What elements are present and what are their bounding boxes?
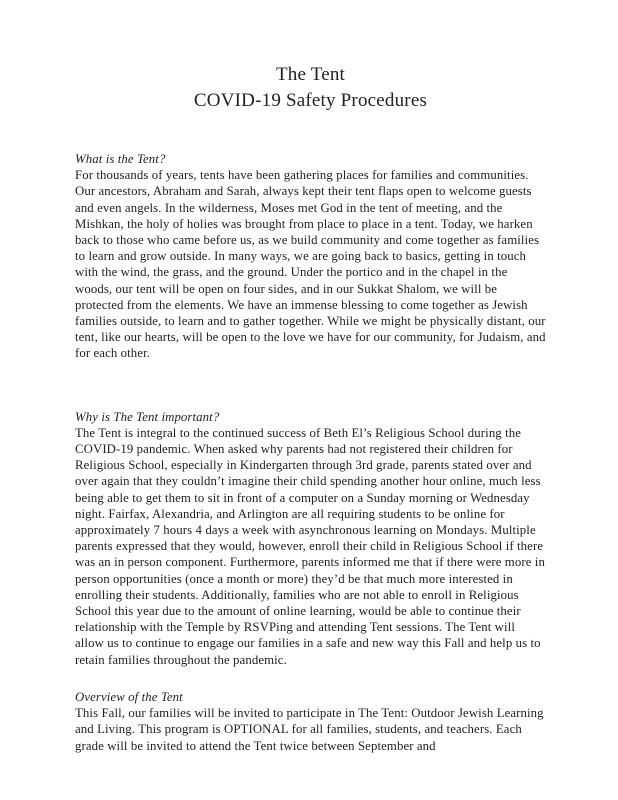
section-heading-overview-of-the-tent: Overview of the Tent: [75, 689, 183, 704]
document-title: [75, 62, 546, 114]
section-what-is-the-tent: [75, 151, 546, 362]
document-content: [75, 0, 546, 754]
document-title-line-1: The Tent: [275, 64, 346, 85]
section-body-why-is-the-tent-important: The Tent is integral to the continued success of Beth El’s Religious School during the COVID-19 pandemic. When asked why parents had not registered their children for Religious School, especially in Kindergarten through 3rd grade, parents stated over and over again that they couldn’t imagine their child spending another hour online, much less being able to get them to sit in front of a computer on a Sunday morning or Wednesday night. Fairfax, Alexandria, and Arlington are all requiring students to be online for approximately 7 hours 4 days a week with asynchronous learning on Mondays. Multiple parents expressed that they would, however, enroll their child in Religious School if there was an in person component. Furthermore, parents informed me that if there were more in person opportunities (once a month or more) they’d be that much more interested in enrolling their students. Additionally, families who are not able to enroll in Religious School this year due to the amount of online learning, would be able to continue their relationship with the Temple by RSVPing and attending Tent sessions. The Tent will allow us to continue to engage our families in a safe and new way this Fall and help us to retain families throughout the pandemic.: [75, 425, 545, 667]
section-heading-what-is-the-tent: What is the Tent?: [75, 152, 166, 166]
section-heading-why-is-the-tent-important: Why is The Tent important?: [75, 409, 220, 424]
section-why-is-the-tent-important: [75, 409, 546, 668]
document-title-line-2: COVID-19 Safety Procedures: [193, 90, 428, 111]
section-overview-of-the-tent: [75, 689, 546, 754]
section-body-overview-of-the-tent: This Fall, our families will be invited to participate in The Tent: Outdoor Jewish Learning and Living. This program is OPTIONAL for all families, students, and teachers. Each grade will be invited to attend the Tent twice between September and: [75, 706, 544, 753]
section-body-what-is-the-tent: For thousands of years, tents have been gathering places for families and communities. Our ancestors, Abraham and Sarah, always kept their tent flaps open to welcome guests and even angels. In the wilderness, Moses met God in the tent of meeting, and the Mishkan, the holy of holies was brought from place to place in a tent. Today, we harken back to those who came before us, as we build community and come together as families to learn and grow outside. In many ways, we are going back to basics, getting in touch with the wind, the grass, and the ground. Under the portico and in the chapel in the woods, our tent will be open on four sides, and in our Sukkat Shalom, we will be protected from the elements. We have an immense blessing to come together as Jewish families outside, to learn and to gather together. While we might be physically distant, our tent, like our hearts, will be open to the love we have for our community, for Judaism, and for each other.: [75, 168, 546, 361]
